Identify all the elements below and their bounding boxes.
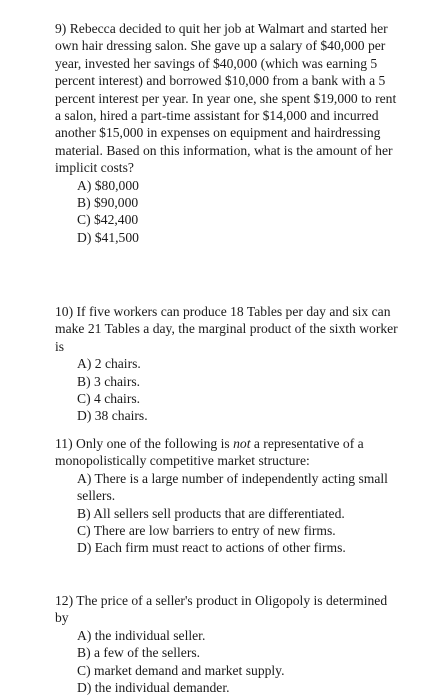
question-10 [55,303,400,425]
question-12-stem: 12) The price of a seller's product in Oligopoly is determined by [55,593,388,626]
question-9-option-a[interactable]: A) $80,000 [77,177,139,193]
question-11-stem-emphasis: not [233,436,251,451]
question-11-option-d[interactable]: D) Each firm must react to actions of other firms. [77,540,346,556]
question-12-options [55,627,400,697]
question-11-option-b[interactable]: B) All sellers sell products that are differentiated. [77,505,345,521]
question-12 [55,592,400,696]
question-11-option-c[interactable]: C) There are low barriers to entry of new firms. [77,523,336,539]
question-12-option-b[interactable]: B) a few of the sellers. [77,645,201,661]
question-9-options [55,177,400,247]
question-9-option-b[interactable]: B) $90,000 [77,195,139,211]
question-10-stem: 10) If five workers can produce 18 Tables per day and six can make 21 Tables a day, the marginal product of the sixth worker is [55,304,398,354]
question-11-stem-after: a representative of a monopolistically competitive market structure: [55,436,364,469]
question-12-option-c[interactable]: C) market demand and market supply. [77,662,285,678]
question-11-options [55,470,400,557]
question-10-option-a[interactable]: A) 2 chairs. [77,356,141,372]
question-9 [55,20,400,246]
question-11 [55,435,400,557]
question-10-option-c[interactable]: C) 4 chairs. [77,391,141,407]
question-12-option-a[interactable]: A) the individual seller. [77,627,206,643]
question-9-option-d[interactable]: D) $41,500 [77,229,139,245]
question-12-option-d[interactable]: D) the individual demander. [77,680,230,696]
question-10-options [55,355,400,425]
question-10-option-d[interactable]: D) 38 chairs. [77,408,148,424]
question-11-stem [55,435,400,470]
question-9-option-c[interactable]: C) $42,400 [77,212,139,228]
question-11-stem-before: 11) Only one of the following is [55,436,234,451]
question-10-option-b[interactable]: B) 3 chairs. [77,373,141,389]
question-11-option-a[interactable]: A) There is a large number of independently acting small sellers. [77,470,388,504]
question-9-stem: 9) Rebecca decided to quit her job at Walmart and started her own hair dressing salon. She gave up a salary of $40,000 per year, invested her savings of $40,000 (which was earning 5 percent interest) and borrowed $10,000 from a bank with a 5 percent interest per year. In year one, she spent $19,000 to rent a salon, hired a part-time assistant for $14,000 and incurred another $15,000 in expenses on equipment and hairdressing material. Based on this information, what is the amount of her implicit costs? [55,21,397,176]
